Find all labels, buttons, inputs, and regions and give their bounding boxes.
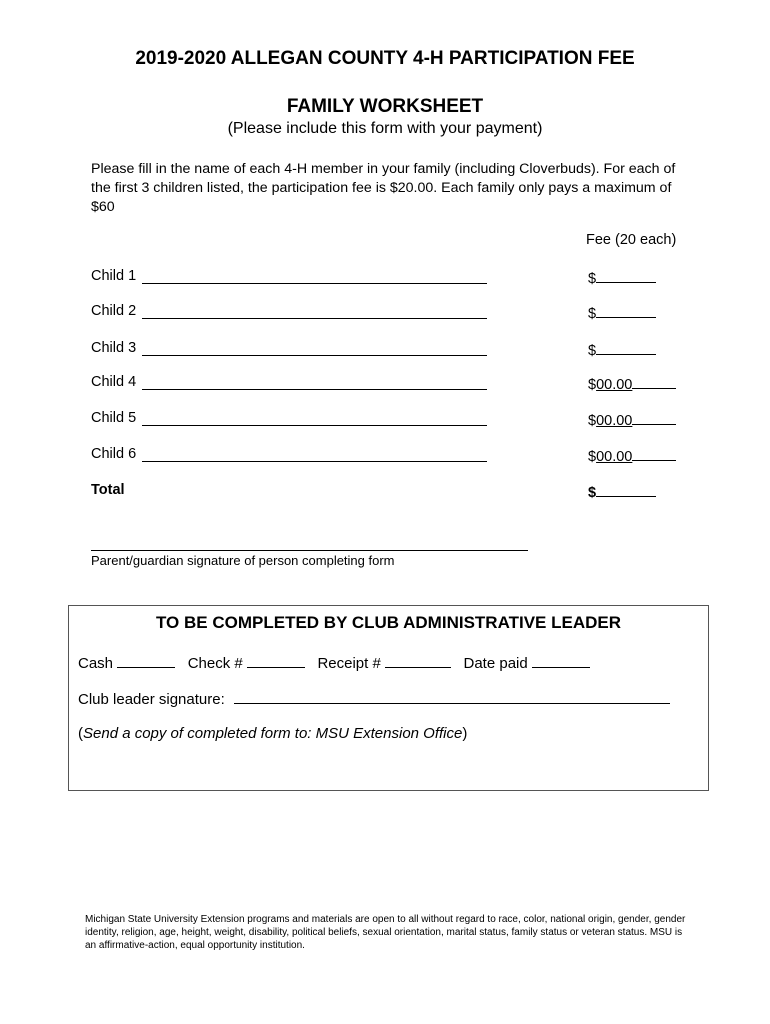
leader-signature-label: Club leader signature: bbox=[78, 691, 225, 708]
child-4-label: Child 4 bbox=[91, 374, 137, 390]
date-paid-field[interactable] bbox=[532, 653, 590, 668]
fee-blank bbox=[632, 446, 676, 461]
fee-blank bbox=[632, 374, 676, 389]
fee-blank bbox=[596, 268, 656, 283]
fee-blank bbox=[596, 340, 656, 355]
admin-section-title: TO BE COMPLETED BY CLUB ADMINISTRATIVE LEADER bbox=[155, 613, 621, 632]
child-1-label: Child 1 bbox=[91, 268, 137, 284]
child-2-fee-field[interactable] bbox=[588, 303, 656, 322]
child-6-name-field[interactable] bbox=[142, 461, 487, 462]
dollar-sign: $ bbox=[588, 449, 597, 465]
leader-signature-field[interactable] bbox=[234, 689, 670, 704]
fee-column-header: Fee (20 each) bbox=[586, 232, 677, 248]
check-number-field[interactable] bbox=[247, 653, 305, 668]
leader-signature-row bbox=[78, 689, 670, 708]
parent-signature-label: Parent/guardian signature of person completing form bbox=[91, 553, 395, 568]
fee-amount: 00.00 bbox=[596, 377, 633, 393]
child-3-label: Child 3 bbox=[91, 340, 137, 356]
instructions-text: Please fill in the name of each 4-H member in your family (including Cloverbuds). For each of the first 3 children listed, the participation fee is $20.00. Each family only pays a maximum of $60 bbox=[91, 161, 676, 215]
fee-blank bbox=[632, 410, 676, 425]
total-label: Total bbox=[91, 482, 125, 498]
form-note: (Please include this form with your payment) bbox=[227, 120, 543, 137]
receipt-number-field[interactable] bbox=[385, 653, 451, 668]
receipt-label: Receipt # bbox=[317, 655, 381, 672]
paren-open: ( bbox=[78, 725, 83, 742]
nondiscrimination-statement: Michigan State University Extension programs and materials are open to all without regard to race, color, national origin, gender, gender identity, religion, age, height, weight, disability, political beliefs, sexual orientation, marital status, family status or veteran status. MSU is an affirmative-action, equal opportunity institution. bbox=[85, 914, 686, 951]
form-title: 2019-2020 ALLEGAN COUNTY 4-H PARTICIPATION FEE bbox=[135, 48, 635, 69]
child-4-fee-field[interactable] bbox=[588, 374, 676, 393]
dollar-sign: $ bbox=[588, 377, 597, 393]
date-paid-label: Date paid bbox=[463, 655, 528, 672]
dollar-sign: $ bbox=[588, 413, 597, 429]
child-1-name-field[interactable] bbox=[142, 283, 487, 284]
send-copy-note bbox=[78, 725, 467, 742]
cash-field[interactable] bbox=[117, 653, 175, 668]
child-5-label: Child 5 bbox=[91, 410, 137, 426]
cash-label: Cash bbox=[78, 655, 114, 672]
fee-blank bbox=[596, 303, 656, 318]
child-3-fee-field[interactable] bbox=[588, 340, 656, 359]
child-4-name-field[interactable] bbox=[142, 389, 487, 390]
fee-blank bbox=[596, 482, 656, 497]
child-2-name-field[interactable] bbox=[142, 318, 487, 319]
parent-signature-field[interactable] bbox=[91, 550, 528, 551]
child-6-label: Child 6 bbox=[91, 446, 137, 462]
total-fee-field[interactable] bbox=[588, 482, 656, 501]
check-label: Check # bbox=[187, 655, 243, 672]
fee-amount: 00.00 bbox=[596, 413, 633, 429]
child-3-name-field[interactable] bbox=[142, 355, 487, 356]
fee-amount: 00.00 bbox=[596, 449, 633, 465]
dollar-sign: $ bbox=[588, 271, 597, 287]
child-2-label: Child 2 bbox=[91, 303, 137, 319]
payment-row bbox=[78, 653, 590, 672]
form-subtitle: FAMILY WORKSHEET bbox=[286, 96, 484, 117]
dollar-sign: $ bbox=[588, 343, 597, 359]
dollar-sign: $ bbox=[588, 485, 597, 501]
child-1-fee-field[interactable] bbox=[588, 268, 656, 287]
child-5-name-field[interactable] bbox=[142, 425, 487, 426]
child-5-fee-field[interactable] bbox=[588, 410, 676, 429]
send-copy-text: Send a copy of completed form to: MSU Extension Office bbox=[83, 725, 463, 742]
paren-close: ) bbox=[462, 725, 468, 742]
dollar-sign: $ bbox=[588, 306, 597, 322]
child-6-fee-field[interactable] bbox=[588, 446, 676, 465]
